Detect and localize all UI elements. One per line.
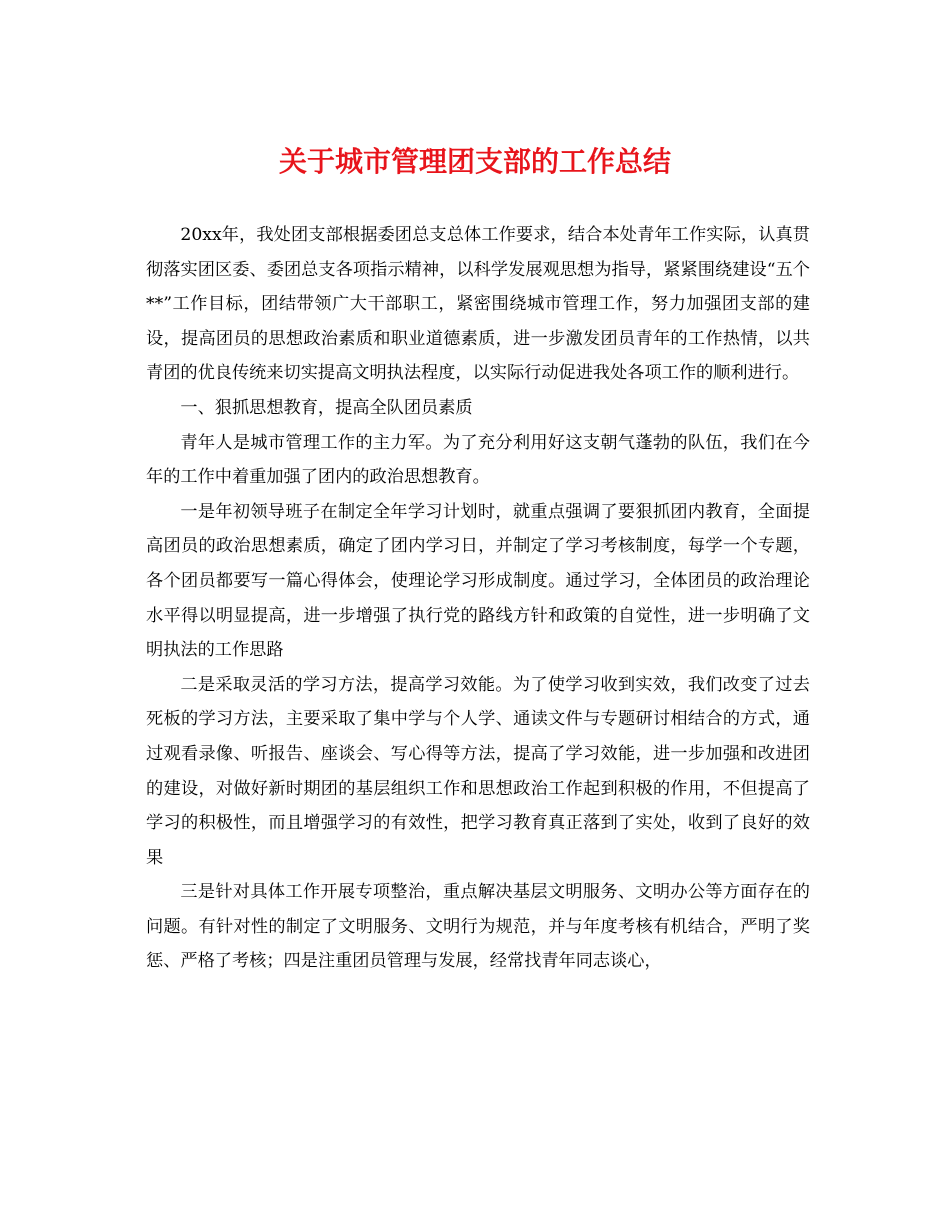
paragraph-point-1: 一是年初领导班子在制定全年学习计划时，就重点强调了要狠抓团内教育，全面提高团员的政治思想素质，确定了团内学习日，并制定了学习考核制度，每学一个专题，各个团员都要写一篇心得体会，使理论学习形成制度。通过学习，全体团员的政治理论水平得以明显提高，进一步增强了执行党的路线方针和政策的自觉性，进一步明确了文明执法的工作思路 [146, 501, 810, 661]
document-title: 关于城市管理团支部的工作总结 [278, 145, 671, 178]
paragraph-point-3: 三是针对具体工作开展专项整治，重点解决基层文明服务、文明办公等方面存在的问题。有针对性的制定了文明服务、文明行为规范，并与年度考核有机结合，严明了奖惩、严格了考核；四是注重团员管理与发展，经常找青年同志谈心， [146, 882, 810, 972]
paragraph-youth: 青年人是城市管理工作的主力军。为了充分利用好这支朝气蓬勃的队伍，我们在今年的工作中着重加强了团内的政治思想教育。 [146, 432, 810, 488]
section-heading-1: 一、狠抓思想教育，提高全队团员素质 [180, 397, 473, 418]
document-body [146, 218, 810, 979]
paragraph-point-2: 二是采取灵活的学习方法，提高学习效能。为了使学习收到实效，我们改变了过去死板的学习方法，主要采取了集中学与个人学、通读文件与专题研讨相结合的方式，通过观看录像、听报告、座谈会、写心得等方法，提高了学习效能，进一步加强和改进团的建设，对做好新时期团的基层组织工作和思想政治工作起到积极的作用，不但提高了学习的积极性，而且增强学习的有效性，把学习教育真正落到了实处，收到了良好的效果 [146, 674, 810, 868]
paragraph-intro: 20xx年，我处团支部根据委团总支总体工作要求，结合本处青年工作实际，认真贯彻落实团区委、委团总支各项指示精神，以科学发展观思想为指导，紧紧围绕建设“五个**”工作目标，团结带领广大干部职工，紧密围绕城市管理工作，努力加强团支部的建设，提高团员的思想政治素质和职业道德素质，进一步激发团员青年的工作热情，以共青团的优良传统来切实提高文明执法程度，以实际行动促进我处各项工作的顺利进行。 [146, 225, 810, 384]
